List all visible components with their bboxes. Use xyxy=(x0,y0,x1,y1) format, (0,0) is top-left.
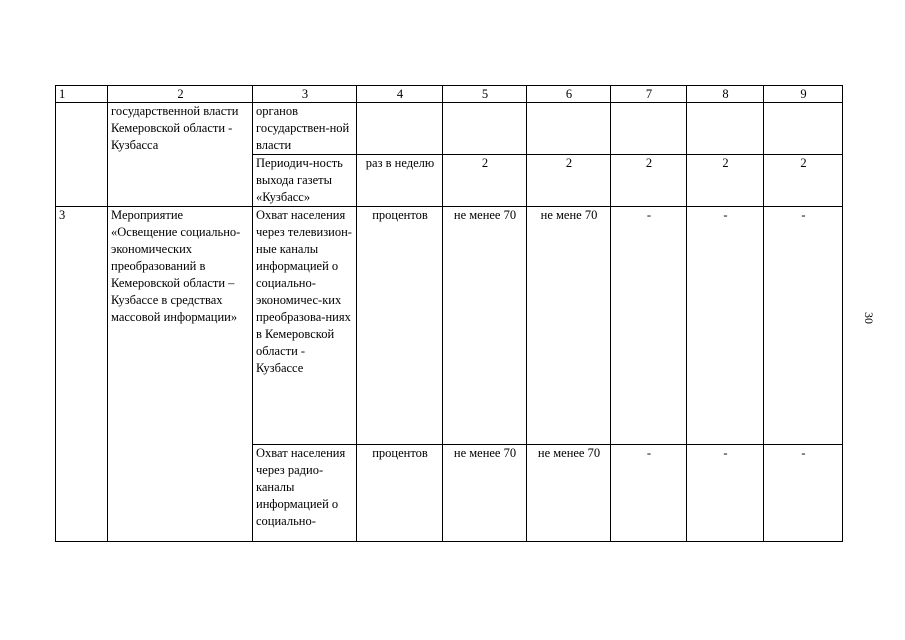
column-number-cell: 5 xyxy=(443,86,527,103)
table-cell-empty xyxy=(611,103,687,155)
table-cell-indicator: Охват населения через телевизион-ные каналы информацией о социально-экономичес-ких преобразова-ниях в Кемеровской области - Кузбассе xyxy=(253,207,357,445)
table-cell-value: не мене 70 xyxy=(527,207,611,445)
table-cell-value: не менее 70 xyxy=(443,207,527,445)
table-cell-empty xyxy=(443,103,527,155)
table-cell-value: - xyxy=(611,445,687,542)
column-number-cell: 1 xyxy=(56,86,108,103)
table-cell-unit: процентов xyxy=(357,445,443,542)
table-cell-event: Мероприятие «Освещение социально-экономических преобразований в Кемеровской области – Кузбассе в средствах массовой информации» xyxy=(108,207,253,542)
column-number-cell: 7 xyxy=(611,86,687,103)
table-cell-value: - xyxy=(764,207,843,445)
table-cell-empty xyxy=(56,103,108,207)
column-number-cell: 9 xyxy=(764,86,843,103)
table-cell-empty xyxy=(687,103,764,155)
indicator-table xyxy=(55,85,843,542)
table-cell-value: - xyxy=(611,207,687,445)
table-cell-empty xyxy=(764,103,843,155)
table-cell-unit: процентов xyxy=(357,207,443,445)
table-cell-value: не менее 70 xyxy=(443,445,527,542)
page-number: 30 xyxy=(862,312,876,324)
column-number-cell: 3 xyxy=(253,86,357,103)
table-cell-empty xyxy=(357,103,443,155)
table-cell-unit: раз в неделю xyxy=(357,155,443,207)
table-cell-indicator: органов государствен-ной власти xyxy=(253,103,357,155)
table-cell-value: 2 xyxy=(687,155,764,207)
column-number-row xyxy=(56,86,843,103)
table-cell-empty xyxy=(527,103,611,155)
table-cell-indicator: Периодич-ность выхода газеты «Кузбасс» xyxy=(253,155,357,207)
table-cell-value: не менее 70 xyxy=(527,445,611,542)
table-cell-value: - xyxy=(687,445,764,542)
table-cell-value: 2 xyxy=(443,155,527,207)
table-row xyxy=(56,103,843,155)
column-number-cell: 6 xyxy=(527,86,611,103)
table-row xyxy=(56,207,843,445)
column-number-cell: 4 xyxy=(357,86,443,103)
table-cell-value: 2 xyxy=(611,155,687,207)
table-cell-value: 2 xyxy=(527,155,611,207)
column-number-cell: 8 xyxy=(687,86,764,103)
table-cell-number: 3 xyxy=(56,207,108,542)
table-cell-indicator: Охват населения через радио-каналы информацией о социально- xyxy=(253,445,357,542)
table-cell-value: - xyxy=(764,445,843,542)
table-cell-value: - xyxy=(687,207,764,445)
table-cell-event: государственной власти Кемеровской области - Кузбасса xyxy=(108,103,253,207)
column-number-cell: 2 xyxy=(108,86,253,103)
table-cell-value: 2 xyxy=(764,155,843,207)
